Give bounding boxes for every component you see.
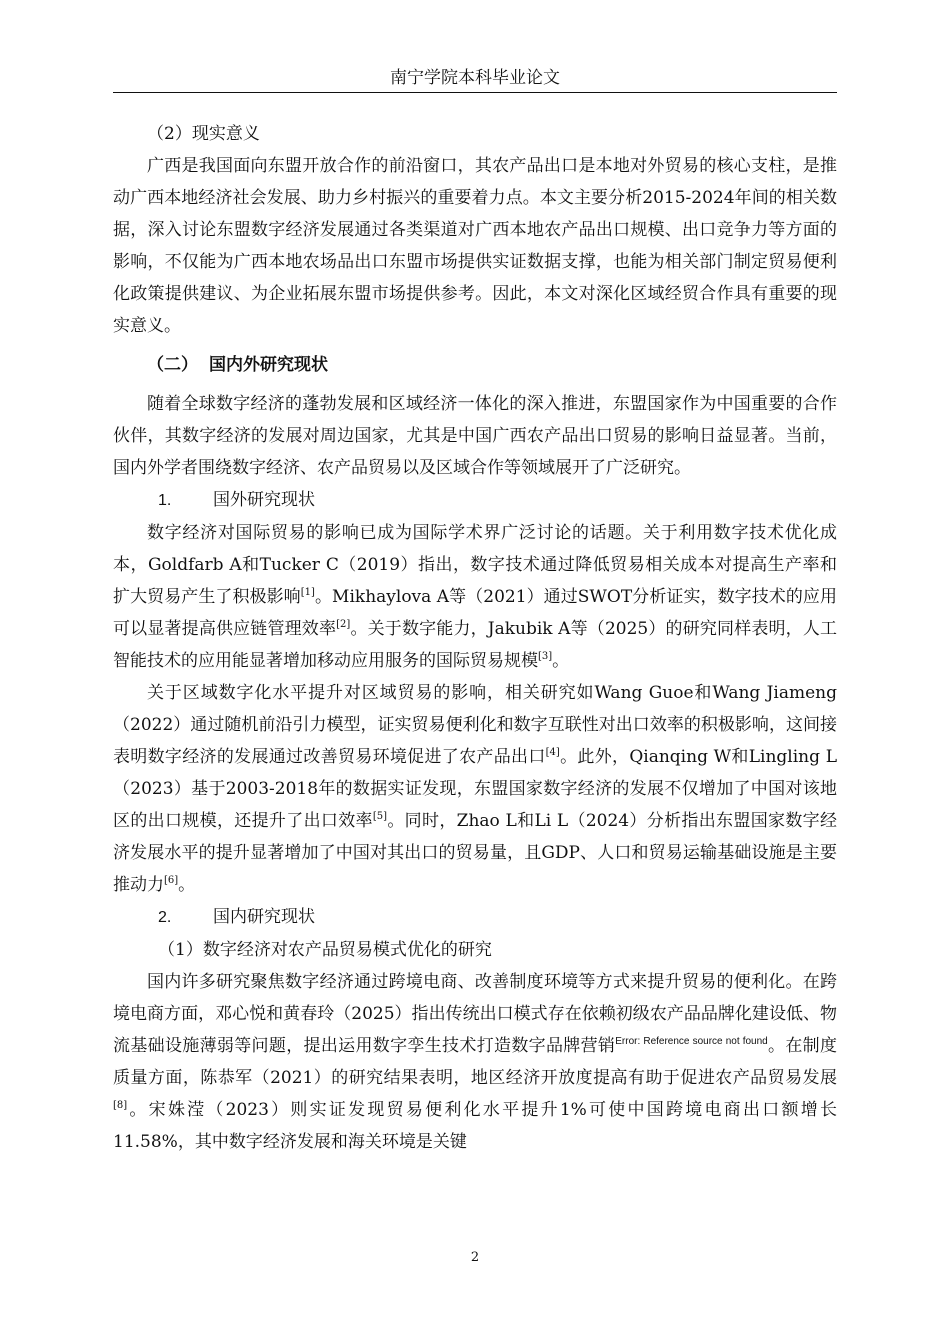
citation-ref: [3] [538,651,553,662]
header-rule [113,92,837,93]
section-heading-research-status [113,349,837,381]
text-run: 。关于数字能力，Jakubik A等（2025）的研究同样表明，人工智能技术的应用能显著增加移动应用服务的国际贸易规模 [113,619,838,671]
section-heading-number: （二） [147,355,198,375]
text-run: 。Mikhaylova A等（2021）通过SWOT分析证实，数字技术的应用可以显著提高供应链管理效率 [113,587,837,639]
section-heading-title: 国内外研究现状 [209,355,328,375]
citation-ref: [8] [113,1100,128,1111]
citation-ref: [5] [372,811,388,822]
text-run: 。此外，Qianqing W和Lingling L（2023）基于2003-2018年的数据实证发现，东盟国家数字经济的发展不仅增加了中国对该地区的出口规模，还提升了出口效率 [113,747,837,831]
citation-ref: [2] [336,619,351,630]
citation-ref: [4] [545,747,560,758]
citation-ref: [1] [300,587,315,598]
list-item-title: 国内研究现状 [213,907,315,927]
text-run: 关于区域数字化水平提升对区域贸易的影响，相关研究如Wang Guoe和Wang Jiameng（2022）通过随机前沿引力模型，证实贸易便利化和数字互联性对出口效率的积极影响，这间接表明数字经济的发展通过改善贸易环境促进了农产品出口 [113,683,837,767]
text-run: 数字经济对国际贸易的影响已成为国际学术界广泛讨论的话题。关于利用数字技术优化成本，Goldfarb A和Tucker C（2019）指出，数字技术通过降低贸易相关成本对提高生产率和扩大贸易产生了积极影响 [113,523,837,607]
page-number: 2 [470,1250,480,1265]
subheading-practical-significance: （2）现实意义 [147,124,260,144]
text-run: 。宋姝滢（2023）则实证发现贸易便利化水平提升1%可使中国跨境电商出口额增长11.58%，其中数字经济发展和海关环境是关键 [113,1100,837,1152]
subheading-trade-mode: （1）数字经济对农产品贸易模式优化的研究 [158,940,492,960]
paragraph-practical-significance: 广西是我国面向东盟开放合作的前沿窗口，其农产品出口是本地对外贸易的核心支柱，是推动广西本地经济社会发展、助力乡村振兴的重要着力点。本文主要分析2015-2024年间的相关数据，深入讨论东盟数字经济发展通过各类渠道对广西本地农产品出口规模、出口竞争力等方面的影响，不仅能为广西本地农场品出口东盟市场提供实证数据支撑，也能为相关部门制定贸易便利化政策提供建议、为企业拓展东盟市场提供参考。因此，本文对深化区域经贸合作具有重要的现实意义。 [113,156,837,336]
text-run: 。在制度质量方面，陈恭军（2021）的研究结果表明，地区经济开放度提高有助于促进农产品贸易发展 [113,1036,837,1088]
paragraph-foreign-1 [113,517,837,677]
citation-error: Error: Reference source not found [615,1036,768,1047]
text-run: 。 [552,651,570,671]
text-run: 国内许多研究聚焦数字经济通过跨境电商、改善制度环境等方式来提升贸易的便利化。在跨境电商方面，邓心悦和黄春玲（2025）指出传统出口模式存在依赖初级农产品品牌化建设低、物流基础设施薄弱等问题，提出运用数字孪生技术打造数字品牌营销 [113,972,837,1056]
citation-ref: [6] [164,875,179,886]
text-run: 。同时，Zhao L和Li L（2024）分析指出东盟国家数字经济发展水平的提升显著增加了中国对其出口的贸易量，且GDP、人口和贸易运输基础设施是主要推动力 [113,811,837,895]
list-item-foreign-research [113,484,837,517]
list-item-number: 2. [158,909,172,926]
page-body [113,118,837,1158]
list-item-number: 1. [158,492,172,509]
paragraph-foreign-2 [113,677,837,901]
running-header: 南宁学院本科毕业论文 [390,68,560,88]
paragraph-domestic-1 [113,966,837,1158]
list-item-title: 国外研究现状 [213,490,315,510]
paragraph-research-intro: 随着全球数字经济的蓬勃发展和区域经济一体化的深入推进，东盟国家作为中国重要的合作伙伴，其数字经济的发展对周边国家，尤其是中国广西农产品出口贸易的影响日益显著。当前，国内外学者围绕数字经济、农产品贸易以及区域合作等领域展开了广泛研究。 [113,394,837,478]
text-run: 。 [178,875,196,895]
list-item-domestic-research [113,901,837,934]
